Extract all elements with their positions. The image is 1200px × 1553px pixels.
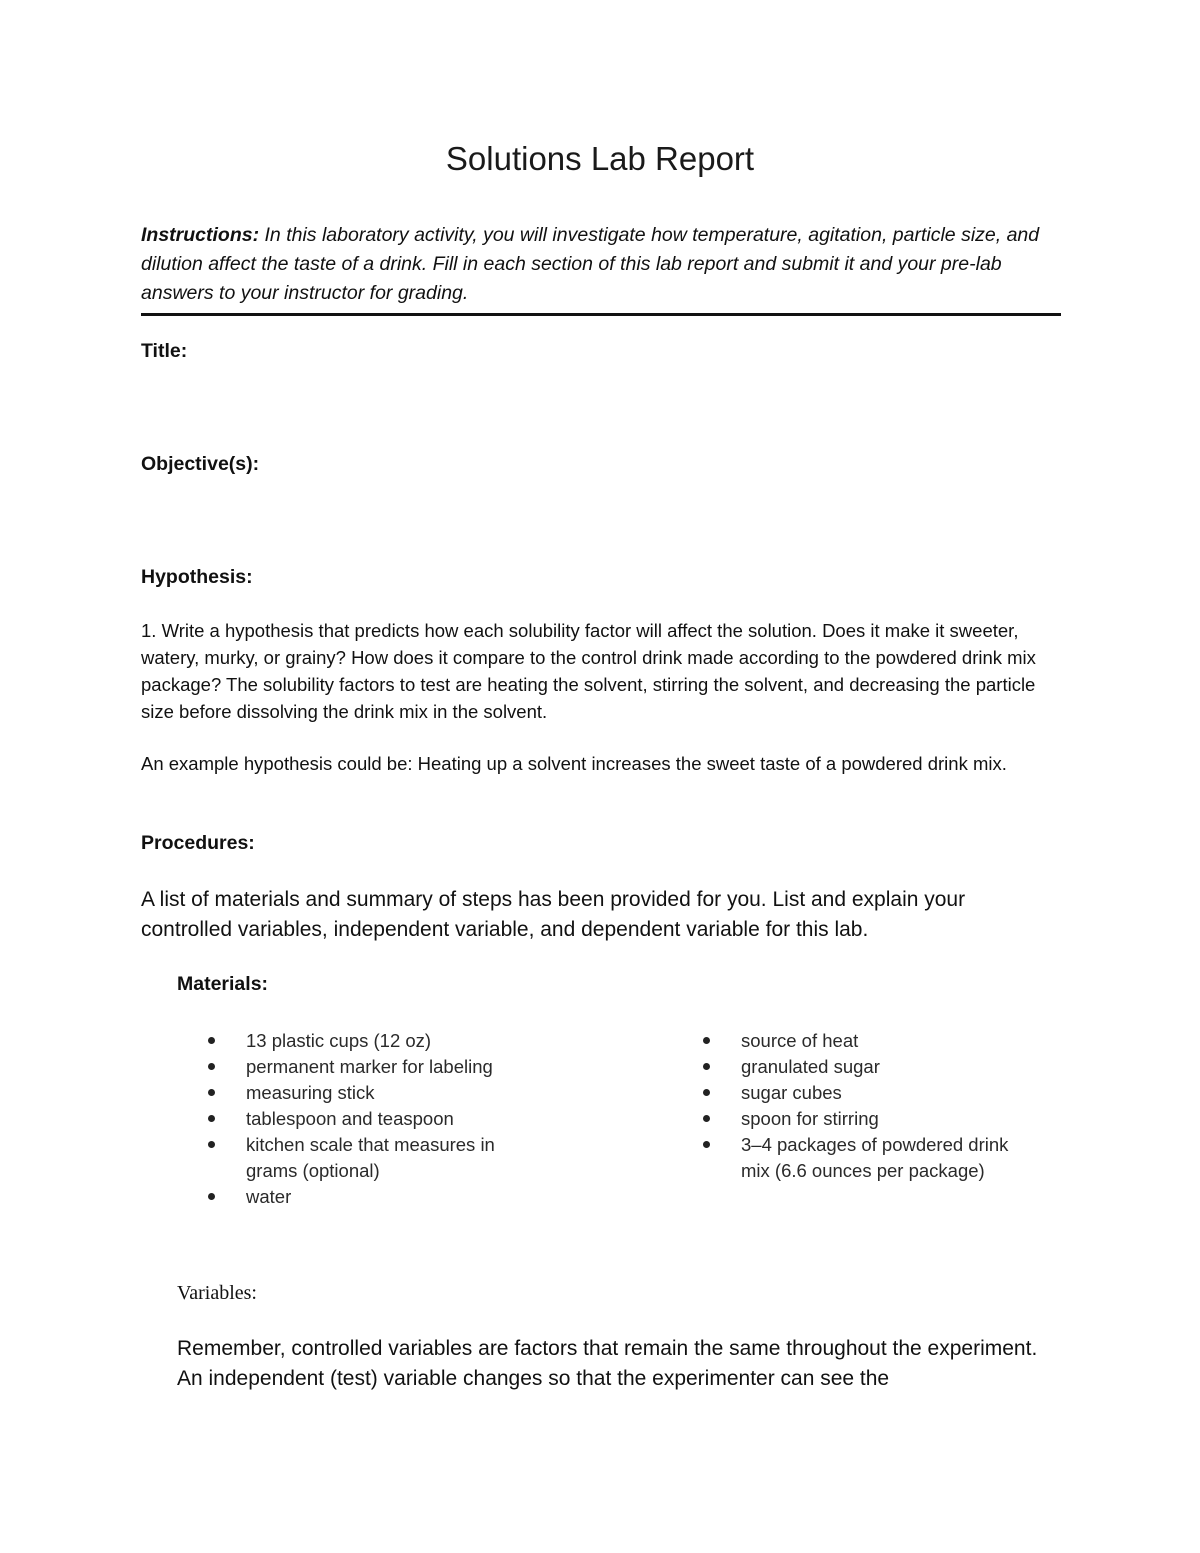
- list-item: water: [179, 1184, 546, 1210]
- variables-heading: Variables:: [177, 1282, 257, 1304]
- list-item: kitchen scale that measures in grams (optional): [179, 1132, 526, 1184]
- instructions-block: [141, 221, 1061, 316]
- bullet-icon: [703, 1063, 710, 1070]
- bullet-icon: [703, 1037, 710, 1044]
- instructions-label: Instructions:: [141, 224, 260, 246]
- list-item: permanent marker for labeling: [179, 1054, 546, 1080]
- list-item: sugar cubes: [674, 1080, 1041, 1106]
- list-item: spoon for stirring: [674, 1106, 1041, 1132]
- materials-list-right: [674, 1028, 1041, 1184]
- hypothesis-example: An example hypothesis could be: Heating up a solvent increases the sweet taste of a powdered drink mix.: [141, 753, 1007, 774]
- objectives-heading: Objective(s):: [141, 453, 260, 475]
- bullet-icon: [208, 1115, 215, 1122]
- list-item: 13 plastic cups (12 oz): [179, 1028, 546, 1054]
- list-item: source of heat: [674, 1028, 1041, 1054]
- bullet-icon: [208, 1063, 215, 1070]
- bullet-icon: [703, 1141, 710, 1148]
- document-title: Solutions Lab Report: [445, 140, 755, 177]
- bullet-icon: [208, 1089, 215, 1096]
- bullet-icon: [703, 1115, 710, 1122]
- hypothesis-question: 1. Write a hypothesis that predicts how each solubility factor will affect the solution. Does it make it sweeter, watery, murky, or grainy? How does it compare to the control drink made according to the powdered drink mix package? The solubility factors to test are heating the solvent, stirring the solvent, and decreasing the particle size before dissolving the drink mix in the solvent.: [141, 620, 1036, 722]
- instructions-text: In this laboratory activity, you will investigate how temperature, agitation, particle size, and dilution affect the taste of a drink. Fill in each section of this lab report and submit it and your pre-lab answers to your instructor for grading.: [141, 224, 1040, 304]
- list-item: granulated sugar: [674, 1054, 1041, 1080]
- list-item: measuring stick: [179, 1080, 546, 1106]
- bullet-icon: [208, 1193, 215, 1200]
- hypothesis-heading: Hypothesis:: [141, 566, 253, 588]
- list-item: tablespoon and teaspoon: [179, 1106, 546, 1132]
- materials-list-left: [179, 1028, 546, 1210]
- title-heading: Title:: [141, 340, 188, 362]
- materials-heading: Materials:: [177, 973, 269, 995]
- variables-text: Remember, controlled variables are factors that remain the same throughout the experiment. An independent (test) variable changes so that the experimenter can see the: [177, 1337, 1038, 1390]
- bullet-icon: [703, 1089, 710, 1096]
- procedures-heading: Procedures:: [141, 832, 255, 854]
- bullet-icon: [208, 1037, 215, 1044]
- procedures-intro: A list of materials and summary of steps has been provided for you. List and explain your controlled variables, independent variable, and dependent variable for this lab.: [141, 888, 966, 941]
- list-item: 3–4 packages of powdered drink mix (6.6 ounces per package): [674, 1132, 1041, 1184]
- bullet-icon: [208, 1141, 215, 1148]
